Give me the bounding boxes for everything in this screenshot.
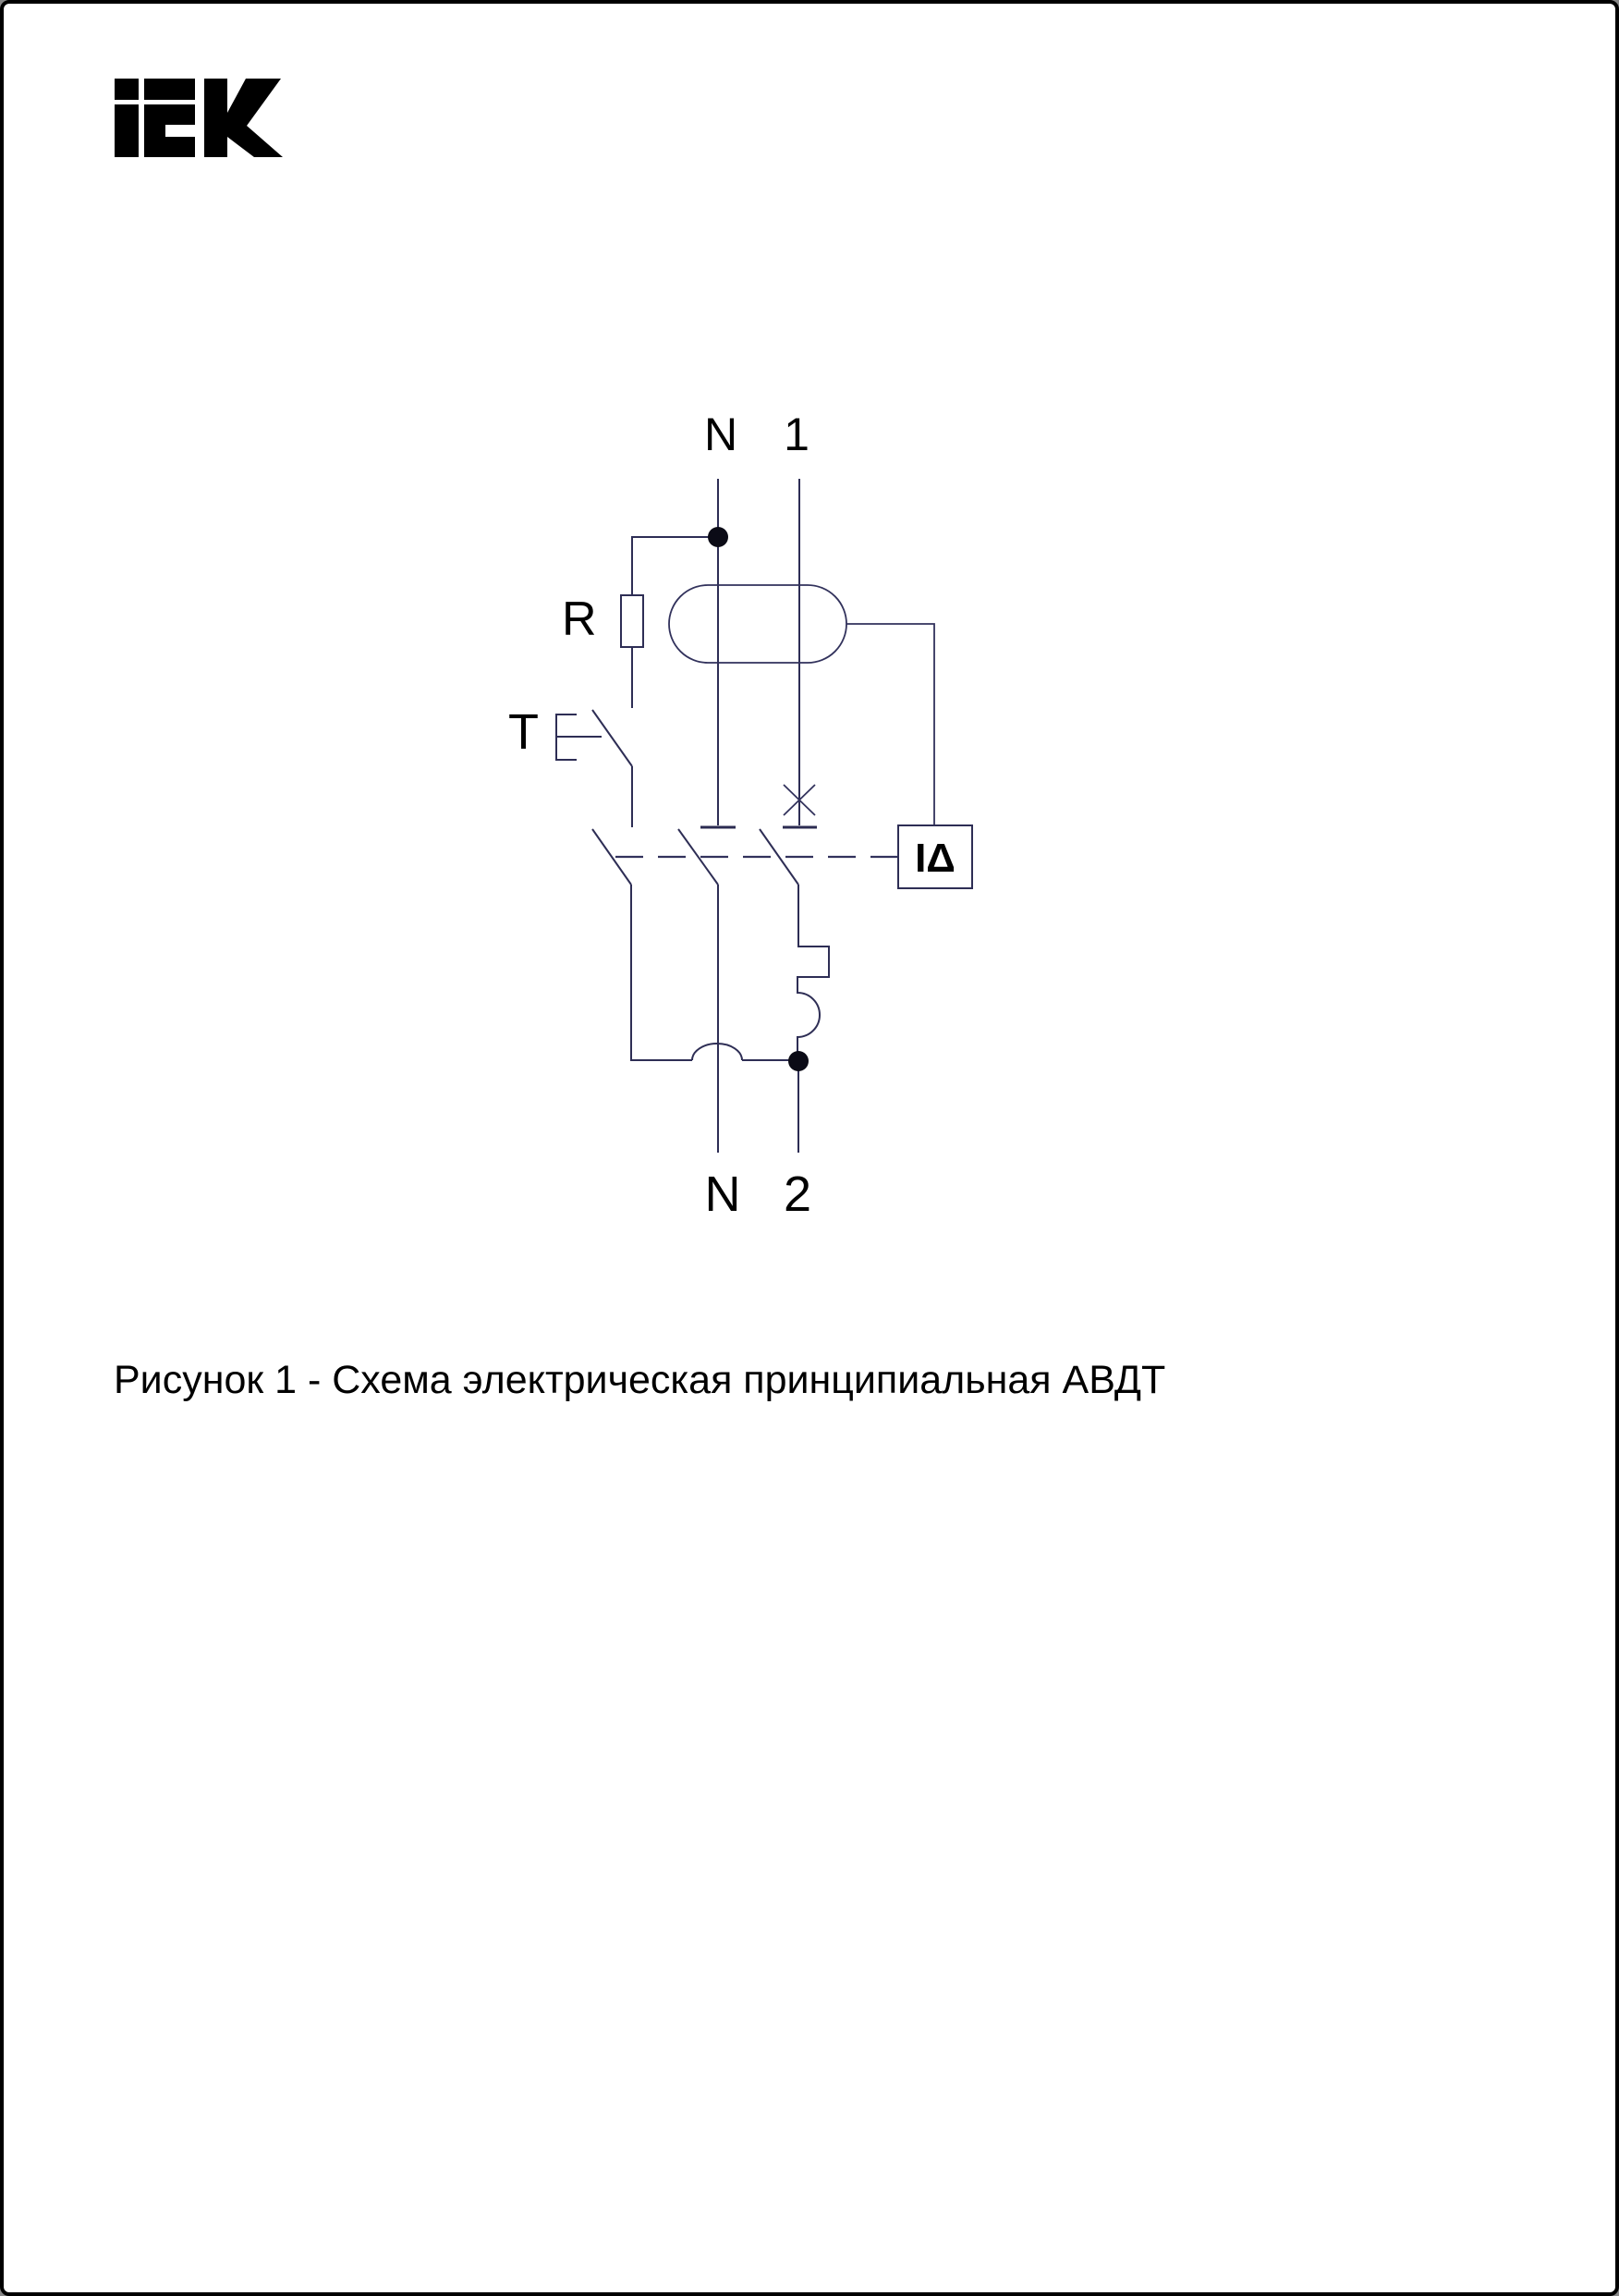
test-branch-wire — [632, 537, 718, 595]
terminal-label-top-neutral: N — [703, 409, 738, 460]
resistor-symbol — [621, 595, 643, 647]
terminal-label-bottom-neutral: N — [704, 1166, 741, 1222]
test-button-blade — [592, 710, 632, 766]
figure-caption: Рисунок 1 - Схема электрическая принципиальная АВДТ — [114, 1358, 1166, 1402]
bottom-junction-dot — [788, 1051, 809, 1071]
terminal-label-bottom-phase: 2 — [783, 1166, 812, 1222]
circuit-diagram — [4, 4, 1619, 2296]
terminal-label-top-phase: 1 — [784, 409, 810, 460]
relay-connector-wire — [846, 624, 934, 825]
test-button-actuator — [556, 714, 602, 760]
resistor-label: R — [562, 592, 597, 646]
test-button-label: T — [508, 704, 539, 760]
test-bottom-wire — [631, 885, 692, 1060]
differential-transformer — [669, 585, 846, 663]
neutral-pole — [678, 479, 736, 1153]
top-junction-dot — [708, 527, 728, 547]
phase-release-chain — [797, 885, 829, 1061]
relay-label: IΔ — [915, 836, 956, 881]
phase-pole — [760, 479, 829, 1153]
